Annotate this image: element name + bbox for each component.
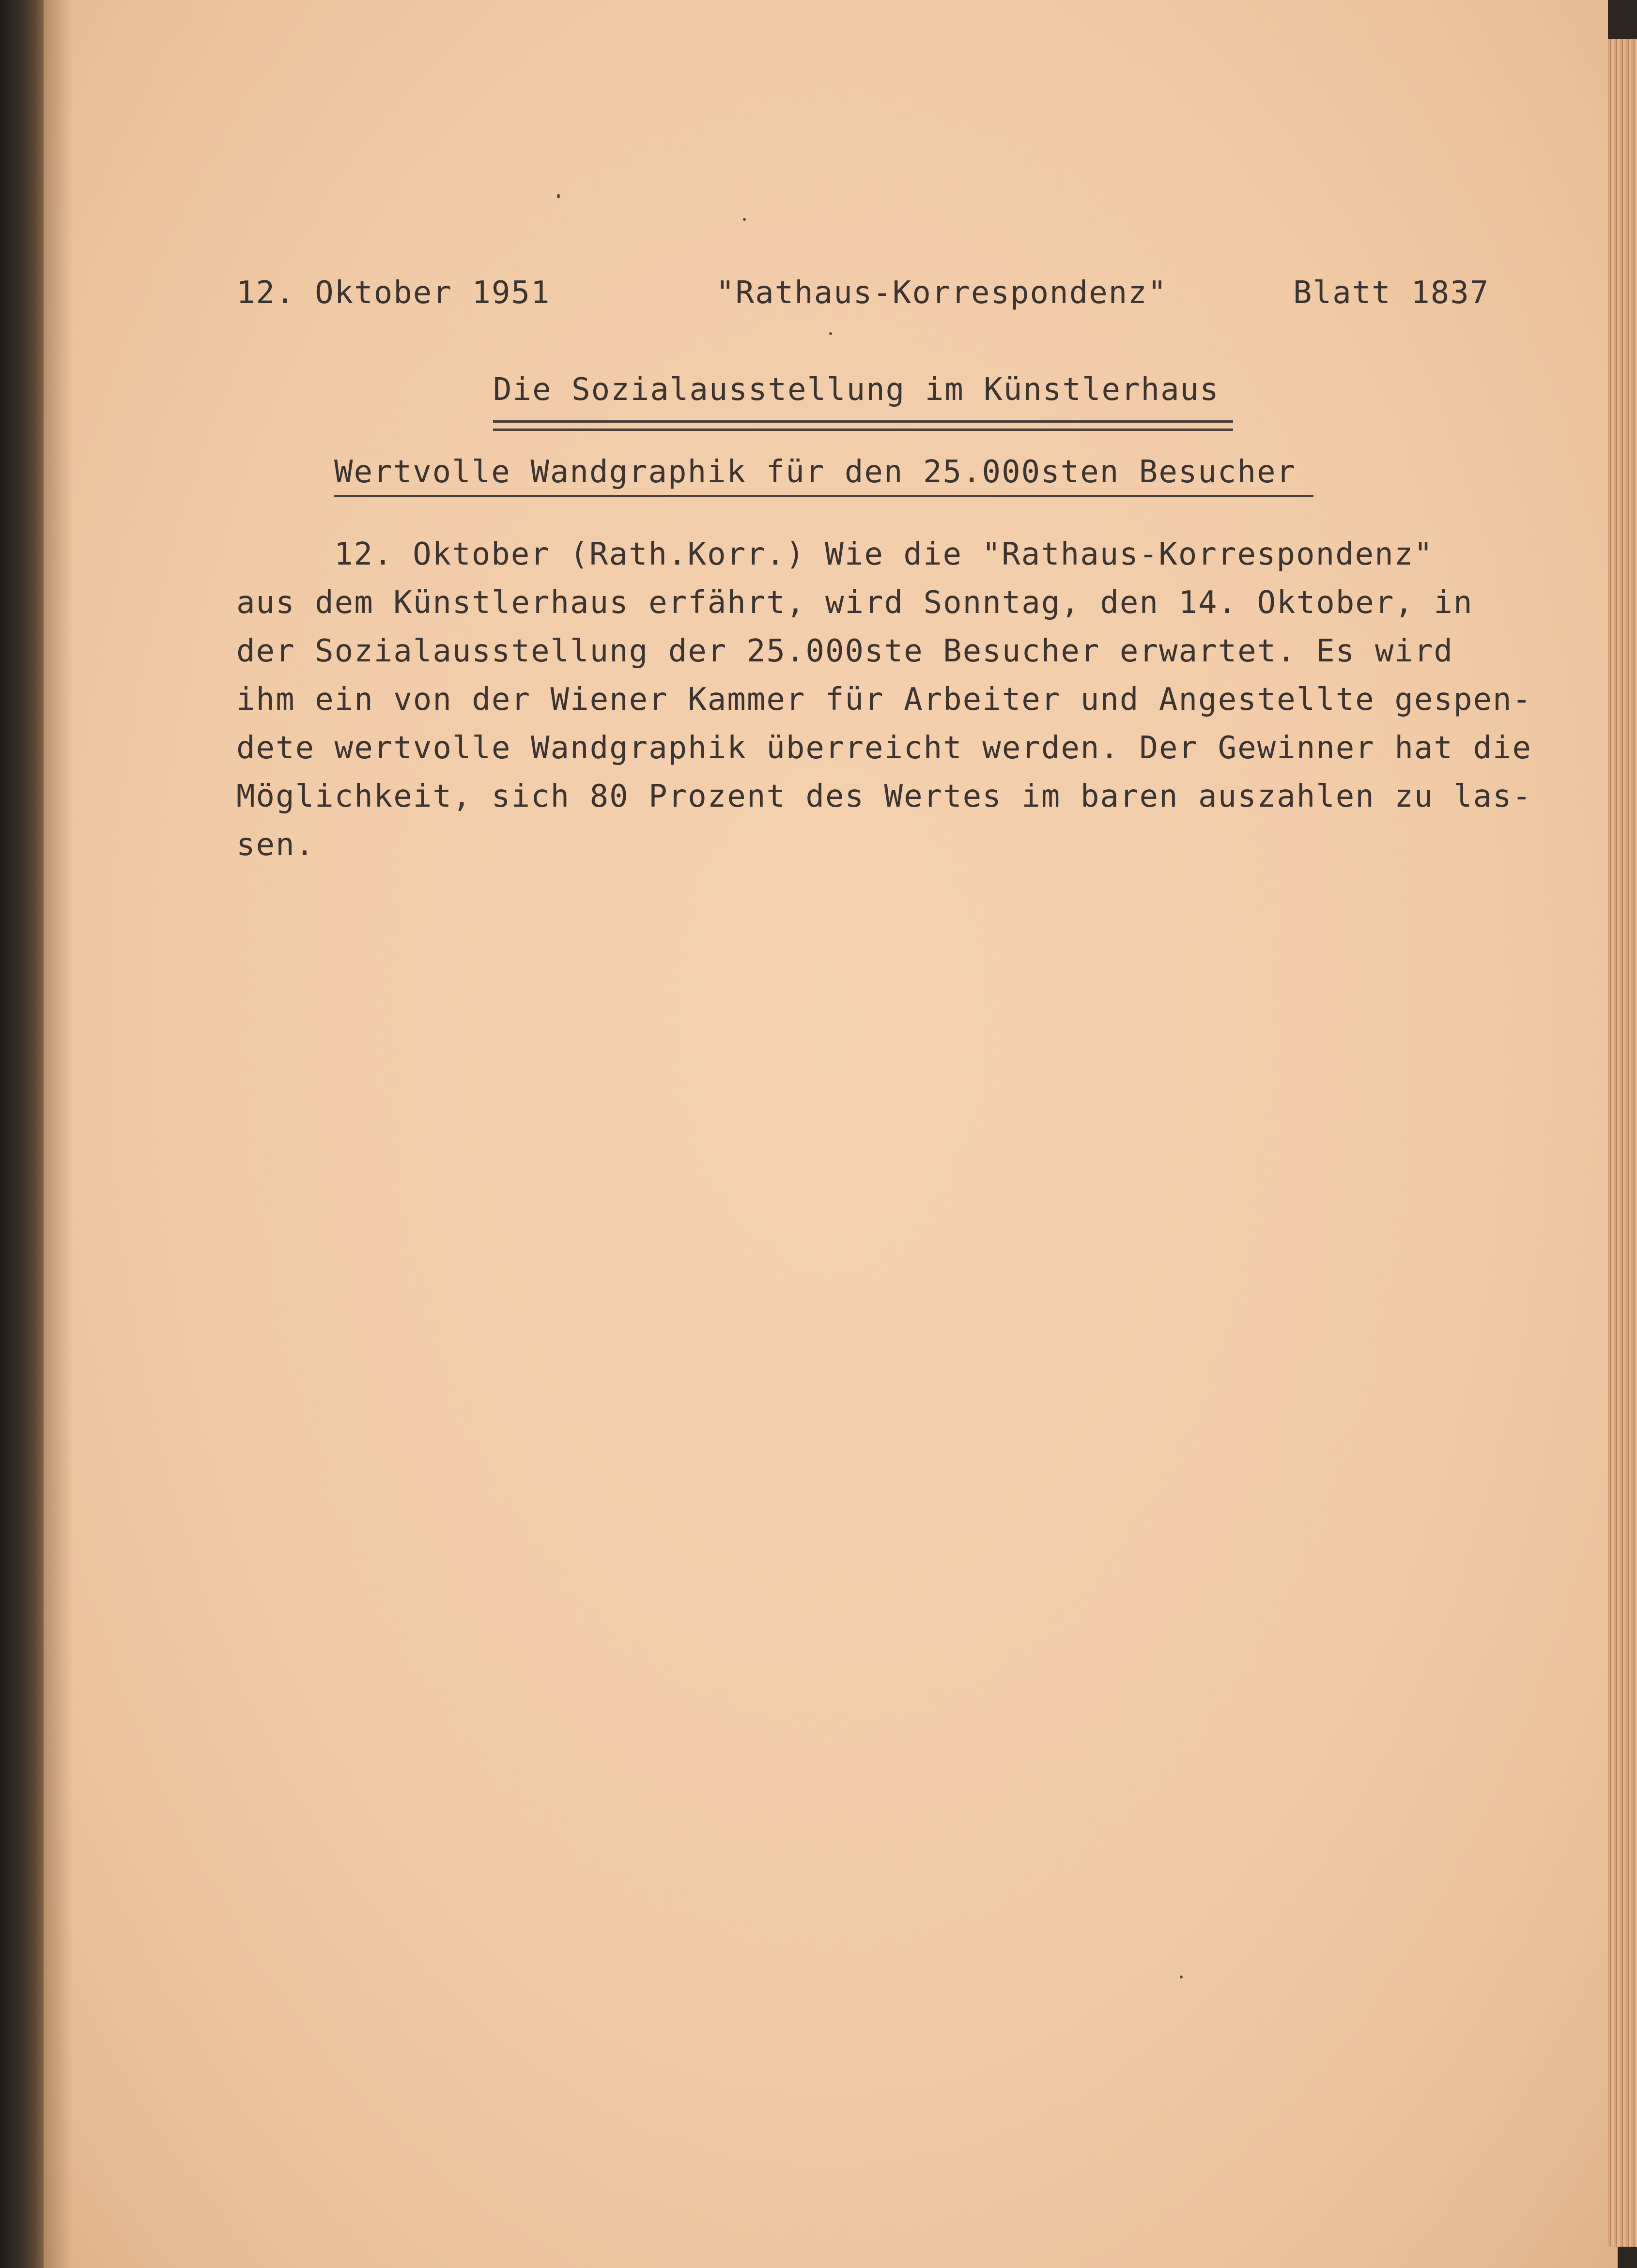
paper-speck [1180,1976,1183,1978]
header-sheet-number: Blatt 1837 [1293,275,1490,311]
header-publication: "Rathaus-Korrespondenz" [716,275,1168,311]
body-line: sen. [236,827,315,863]
paper-speck [829,332,832,335]
body-line: der Sozialausstellung der 25.000ste Besucher erwartet. Es wird [236,633,1453,669]
subtitle-underline [334,495,1313,497]
page-edges-top [1608,0,1637,39]
header-date: 12. Oktober 1951 [236,275,551,311]
body-line: 12. Oktober (Rath.Korr.) Wie die "Rathaus-Korrespondenz" [334,536,1434,572]
article-subtitle: Wertvolle Wandgraphik für den 25.000sten Besucher [334,454,1297,490]
article-title: Die Sozialausstellung im Künstlerhaus [493,372,1220,408]
paper-sheet [44,0,1618,2268]
body-line: ihm ein von der Wiener Kammer für Arbeiter und Angestellte gespen- [236,682,1532,718]
body-line: Möglichkeit, sich 80 Prozent des Wertes im baren auszahlen zu las- [236,779,1532,814]
paper-speck [743,218,746,221]
book-binding [0,0,46,2268]
paper-speck [557,194,560,199]
page-shadow [44,0,73,2268]
body-line: dete wertvolle Wandgraphik überreicht werden. Der Gewinner hat die [236,730,1532,766]
title-double-underline [493,420,1233,431]
body-line: aus dem Künstlerhaus erfährt, wird Sonntag, den 14. Oktober, in [236,585,1473,621]
page-edges [1608,29,1637,2247]
